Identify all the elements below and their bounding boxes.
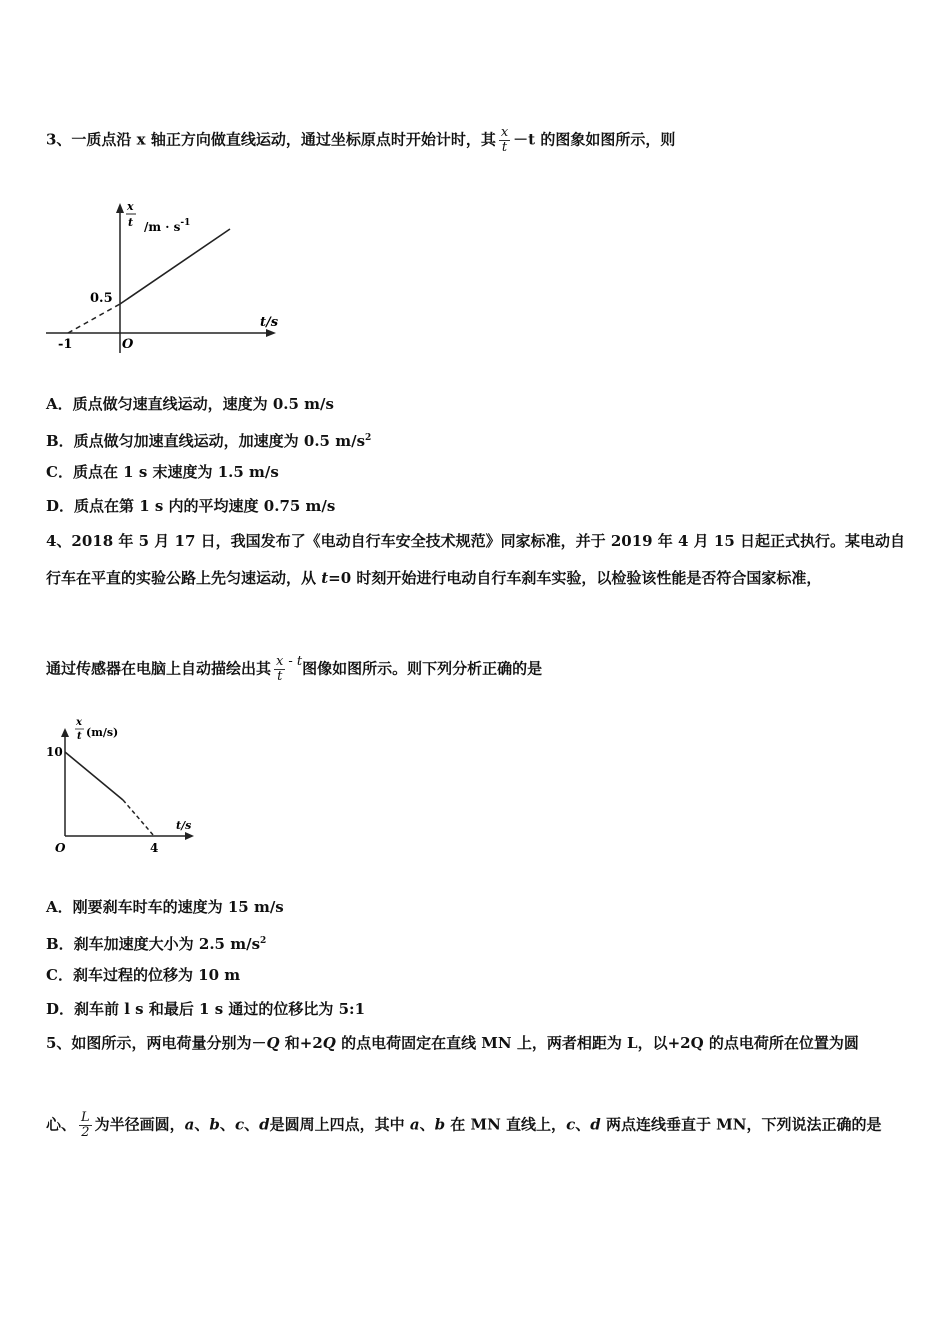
q4-x-arrow (185, 832, 194, 840)
q5-point-b-2: b (434, 1115, 446, 1134)
q3-option-d (46, 496, 335, 516)
q4-option-b (46, 931, 266, 954)
q4-line2b: =0 时刻开始进行电动自行车刹车实验，以检验该性能是否符合国家标准， (328, 569, 822, 587)
q3-stem (46, 126, 675, 155)
q3-option-b-text: B．质点做匀加速直线运动，加速度为 0.5 m/s (46, 432, 366, 450)
q4-x-intercept: 4 (150, 841, 159, 855)
q4-y-den: t (77, 731, 82, 742)
q3-fraction (499, 126, 510, 155)
q5-frac-num: L (81, 1110, 90, 1125)
q3-graph (40, 195, 290, 360)
q5-line1 (46, 1033, 859, 1053)
q3-origin-label: O (122, 337, 134, 352)
q3-y-num: x (127, 200, 134, 213)
q3-x-label: t/s (260, 315, 279, 330)
q5-line2e: 两点连线垂直于 MN，下列说法正确的是 (600, 1115, 882, 1134)
q4-dashed-line (123, 800, 154, 836)
q3-stem-b: －t 的图象如图所示，则 (513, 130, 676, 149)
q4-solid-line (65, 752, 123, 800)
q4-option-a (46, 897, 284, 917)
q3-x-arrow (266, 329, 276, 337)
q4-option-b-text: B．刹车加速度大小为 2.5 m/s (46, 935, 261, 953)
q4-origin-label: O (55, 841, 66, 855)
q3-stem-a: 3、一质点沿 x 轴正方向做直线运动，通过坐标原点时开始计时，其 (46, 130, 496, 149)
q4-x-label: t/s (176, 819, 192, 832)
q5-sep-3: 、 (244, 1115, 260, 1134)
q5-line2a: 心、 (46, 1115, 77, 1134)
q5-sep-4: 、 (419, 1115, 435, 1134)
q4-option-d-text: D．刹车前 l s 和最后 1 s 通过的位移比为 5:1 (46, 1000, 366, 1018)
q4-fraction (274, 655, 285, 684)
q5-point-c-2: c (566, 1115, 576, 1134)
q5-point-d: d (259, 1115, 270, 1134)
q4-line2a: 行车在平直的实验公路上先匀速运动，从 (46, 569, 322, 587)
q5-point-b: b (209, 1115, 220, 1134)
q3-frac-num: x (500, 125, 509, 140)
q5-frac-den: 2 (81, 1125, 90, 1140)
q3-frac-den: t (501, 140, 508, 155)
q3-neg-label: -1 (58, 337, 73, 352)
q5-line2c: 是圆周上四点，其中 (269, 1115, 410, 1134)
q4-line3b: 图像如图所示。则下列分析正确的是 (302, 659, 543, 678)
q3-option-c-text: C．质点在 1 s 末速度为 1.5 m/s (46, 463, 279, 481)
q4-line3 (46, 655, 542, 684)
q4-frac-den: t (277, 669, 283, 684)
q5-line1a: 5、如图所示，两电荷量分别为－ (46, 1034, 267, 1052)
q5-sep-2: 、 (219, 1115, 235, 1134)
q5-line1c: 的点电荷固定在直线 MN 上，两者相距为 L，以+2Q 的点电荷所在位置为圆 (335, 1034, 859, 1052)
q3-option-b-sup: 2 (365, 433, 372, 443)
q3-option-d-text: D．质点在第 1 s 内的平均速度 0.75 m/s (46, 497, 336, 515)
q3-option-a (46, 394, 334, 414)
q3-solid-line (120, 229, 230, 304)
q4-frac-num: x (276, 654, 284, 669)
q5-line2 (46, 1111, 881, 1140)
q5-q2: Q (322, 1034, 336, 1052)
q4-option-c (46, 965, 240, 985)
q5-line2b: 为半径画圆， (94, 1115, 185, 1134)
q5-line1b: 和+2 (279, 1034, 323, 1052)
q4-y-num: x (76, 717, 82, 728)
q4-y-intercept: 10 (46, 745, 63, 759)
q5-q1: Q (266, 1034, 280, 1052)
q3-y-arrow (116, 203, 124, 213)
q5-sep-1: 、 (194, 1115, 210, 1134)
q3-option-b (46, 428, 371, 451)
q4-line1: 4、2018 年 5 月 17 日，我国发布了《电动自行车安全技术规范》同家标准，并于 2019 年 4 月 15 日起正式执行。某电动自 (46, 532, 906, 550)
q3-y-unit: $/m \cdot s^{-1}$ (144, 218, 191, 234)
q4-y-unit: (m/s) (86, 726, 119, 739)
q4-frac-suffix: - t (288, 653, 303, 669)
q3-option-c (46, 462, 279, 482)
q5-fraction (79, 1111, 92, 1140)
q3-option-a-text: A．质点做匀速直线运动，速度为 0.5 m/s (46, 395, 334, 413)
q4-y-arrow (61, 728, 69, 737)
q3-intercept-label: 0.5 (90, 291, 113, 306)
q4-option-b-sup: 2 (260, 936, 267, 946)
q5-line2d: 在 MN 直线上， (445, 1115, 567, 1134)
q4-option-a-text: A．刚要刹车时车的速度为 15 m/s (46, 898, 284, 916)
q3-y-den: t (128, 216, 134, 229)
q4-line2 (46, 568, 821, 588)
q5-sep-5: 、 (575, 1115, 591, 1134)
q4-option-d (46, 999, 365, 1019)
q4-line3a: 通过传感器在电脑上自动描绘出其 (46, 659, 272, 678)
q4-line2-t: t (321, 569, 329, 587)
q4-option-c-text: C．刹车过程的位移为 10 m (46, 966, 241, 984)
q5-point-a: a (184, 1115, 195, 1134)
q5-point-c: c (234, 1115, 245, 1134)
q5-point-a-2: a (409, 1115, 420, 1134)
q5-point-d-2: d (590, 1115, 601, 1134)
q3-dashed-extension (68, 304, 120, 333)
q4-graph (40, 712, 215, 862)
